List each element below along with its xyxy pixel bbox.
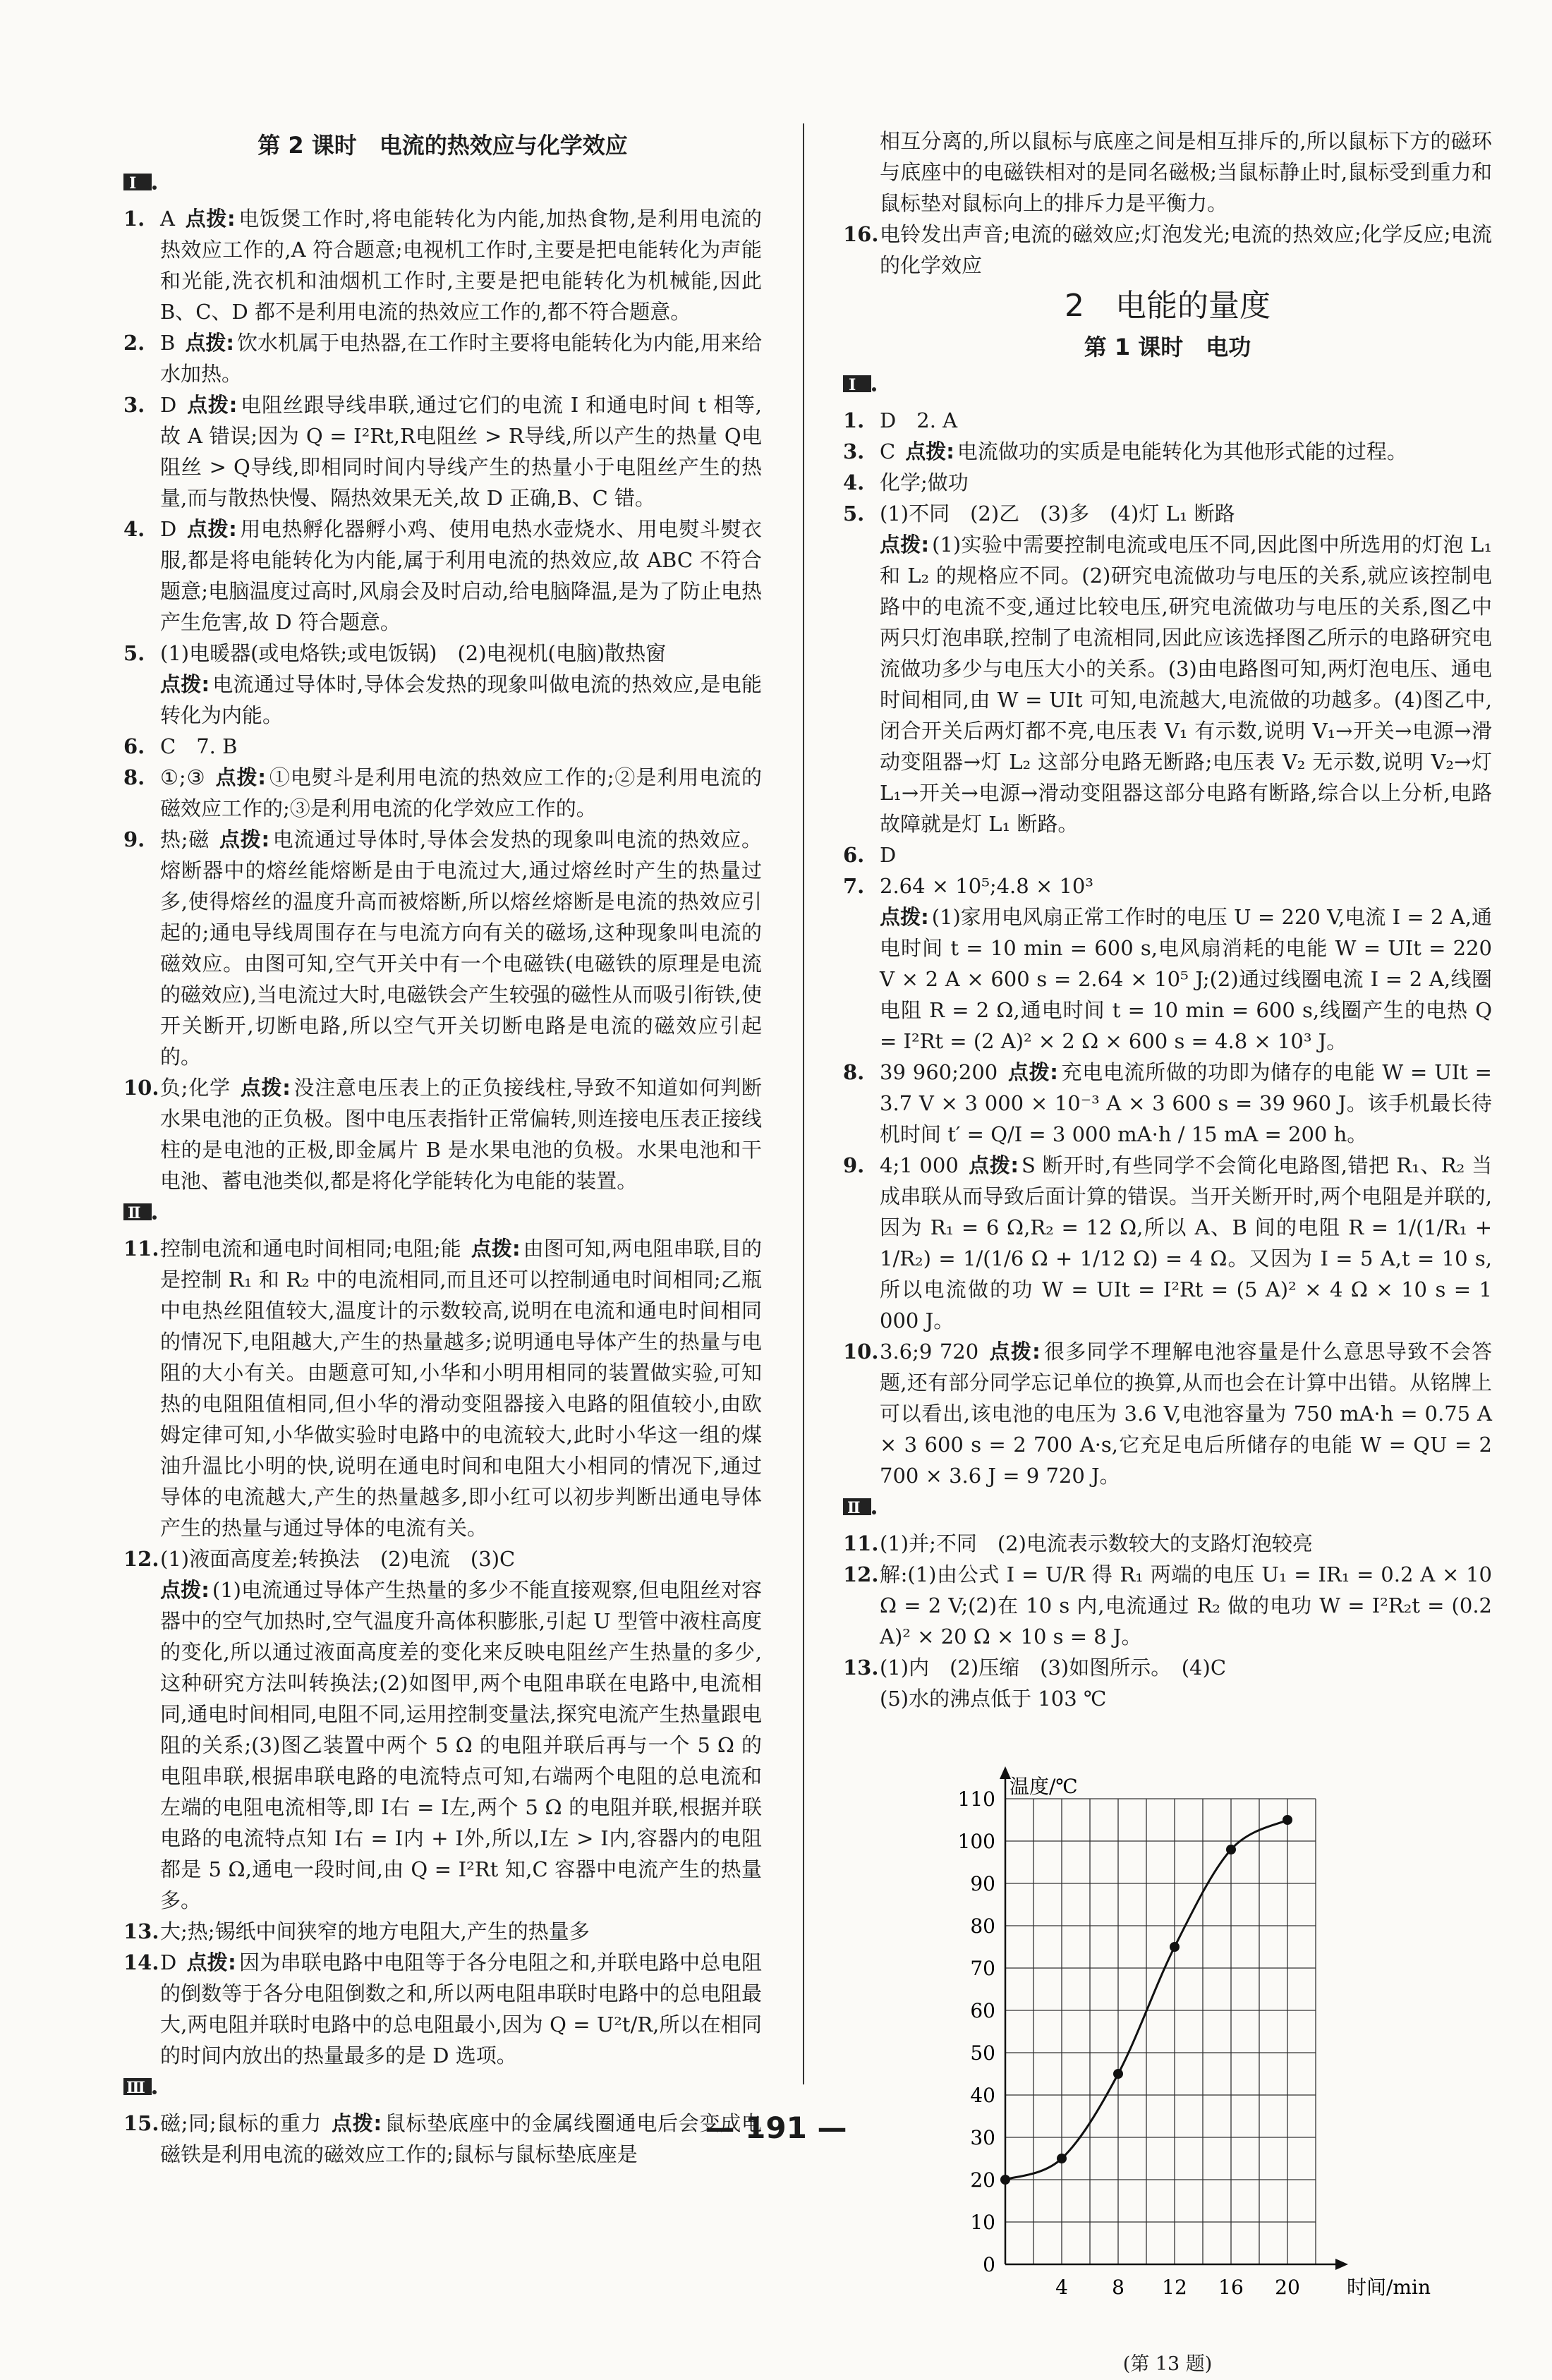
answer-item — [843, 839, 1492, 870]
answer-item — [843, 126, 1492, 219]
tip-label: 点拨: — [184, 207, 236, 231]
answer-value: C — [880, 439, 896, 463]
answer-number: 13. — [843, 1656, 879, 1680]
answer-item — [843, 1057, 1492, 1150]
answer-body — [880, 839, 1492, 870]
x-tick-label: 12 — [1162, 2276, 1187, 2299]
level-three-label: Ⅲ — [126, 2079, 145, 2096]
answer-number: 11. — [123, 1237, 159, 1261]
answer-item — [843, 498, 1492, 839]
answer-item — [843, 467, 1492, 498]
answer-value: (1)不同 (2)乙 (3)多 (4)灯 L₁ 断路 — [880, 502, 1235, 526]
answer-body — [160, 1072, 762, 1196]
answer-body — [880, 1652, 1492, 1714]
answer-value: ①;③ — [160, 765, 206, 789]
tip-label: 点拨: — [968, 1153, 1019, 1177]
answer-number: 4. — [123, 517, 145, 541]
answer-body — [160, 1543, 762, 1916]
answer-body — [880, 1559, 1492, 1652]
temperature-time-chart — [928, 1714, 1464, 2349]
tip-label: 点拨: — [186, 1950, 236, 1974]
answer-item — [123, 1947, 762, 2071]
answer-number: 2. — [123, 331, 145, 355]
answer-body — [160, 1947, 762, 2071]
answer-body — [880, 1150, 1492, 1336]
explanation-text: 电饭煲工作时,将电能转化为内能,加热食物,是利用电流的热效应工作的,A 符合题意;电视机工作时,主要是把电能转化为声能和光能,洗衣机和油烟机工作时,主要是把电能转化为机械能,因此 B、C、D 都不是利用电流的热效应工作的,都不符合题意。 — [160, 207, 762, 324]
answer-value: 控制电流和通电时间相同;电阻;能 — [160, 1237, 461, 1261]
answer-value: 4;1 000 — [880, 1153, 959, 1177]
answer-text: 电铃发出声音;电流的磁效应;灯泡发光;电流的热效应;化学反应;电流的化学效应 — [880, 222, 1492, 277]
data-point — [1170, 1942, 1180, 1952]
answer-body — [160, 824, 762, 1072]
y-tick-label: 20 — [970, 2168, 995, 2192]
answer-item — [123, 1916, 762, 1947]
answer-body — [880, 405, 1492, 436]
level-two-icon — [123, 1201, 157, 1222]
level-two-icon — [843, 1495, 877, 1517]
explanation-text: 很多同学不理解电池容量是什么意思导致不会答题,还有部分同学忘记单位的换算,从而也会在计算中出错。从铭牌上可以看出,该电池的电压为 3.6 V,电池容量为 750 mA·h = 0.75 A × 3 600 s = 2 700 A·s,它充足电后所储存的电能 W = QU = 2 700 × 3.6 J = 9 720 J。 — [880, 1340, 1492, 1488]
tip-label: 点拨: — [1007, 1060, 1058, 1084]
column-divider — [803, 123, 804, 2084]
tip-label: 点拨: — [880, 905, 929, 929]
level-one-label: Ⅰ — [849, 376, 856, 394]
answer-item — [843, 405, 1492, 436]
answer-item — [843, 1652, 1492, 1714]
answer-value: (1)液面高度差;转换法 (2)电流 (3)C — [160, 1547, 516, 1571]
answer-item — [123, 327, 762, 389]
chart-caption: (第 13 题) — [1122, 2353, 1213, 2375]
answer-value: 负;化学 — [160, 1076, 231, 1100]
explanation-text: ①电熨斗是利用电流的热效应工作的;②是利用电流的磁效应工作的;③是利用电流的化学效应工作的。 — [160, 765, 762, 820]
lesson-title: 第 2 课时 电流的热效应与化学效应 — [257, 132, 628, 159]
answer-item — [843, 219, 1492, 281]
x-tick-label: 16 — [1218, 2276, 1244, 2299]
answer-body — [160, 731, 762, 762]
tip-label: 点拨: — [905, 439, 954, 463]
explanation-text: (1)由公式 I = U/R 得 R₁ 两端的电压 U₁ = IR₁ = 0.2 A × 10 Ω = 2 V;(2)在 10 s 内,电流通过 R₂ 做的电功 W = I²R₂t = (0.2 A)² × 20 Ω × 10 s = 8 J。 — [880, 1562, 1492, 1649]
answer-item — [843, 1559, 1492, 1652]
answer-number: 13. — [123, 1919, 159, 1943]
answer-body — [160, 1233, 762, 1543]
answer-value: 39 960;200 — [880, 1060, 998, 1084]
answer-number: 6. — [843, 843, 865, 867]
explanation-text: 没注意电压表上的正负接线柱,导致不知道如何判断水果电池的正负极。图中电压表指针正常偏转,则连接电压表正接线柱的是电池的正极,即金属片 B 是水果电池的负极。水果电池和干电池、蓄电池类似,都是将化学能转化为电能的装置。 — [160, 1076, 762, 1193]
y-tick-label: 110 — [957, 1787, 995, 1811]
answer-number: 3. — [843, 439, 865, 463]
answer-item — [843, 1528, 1492, 1559]
answer-body — [160, 514, 762, 638]
explanation-text: (1)实验中需要控制电流或电压不同,因此图中所选用的灯泡 L₁ 和 L₂ 的规格应不同。(2)研究电流做功与电压的关系,就应该控制电路中的电流不变,通过比较电压,研究电流做功与电压的关系,图乙中两只灯泡串联,控制了电流相同,因此应该选择图乙所示的电路研究电流做功多少与电压大小的关系。(3)由电路图可知,两灯泡电压、通电时间相同,由 W = UIt 可知,电流越大,电流做的功越多。(4)图乙中,闭合开关后两灯都不亮,电压表 V₁ 有示数,说明 V₁→开关→电源→滑动变阻器→灯 L₂ 这部分电路无断路;电压表 V₂ 无示数,说明 V₂→灯 L₁→开关→电源→滑动变阻器这部分电路有断路,综合以上分析,电路故障就是灯 L₁ 断路。 — [880, 533, 1492, 836]
tip-label: 点拨: — [160, 1578, 210, 1602]
explanation-text: (5)水的沸点低于 103 ℃ — [880, 1687, 1107, 1711]
tip-label: 点拨: — [880, 533, 930, 557]
explanation-text: 因为串联电路中电阻等于各分电阻之和,并联电路中总电阻的倒数等于各分电阻倒数之和,所以两电阻串联时电路中的总电阻最大,两电阻并联时电路中的总电阻最小,因为 Q = U²t/R,所以在相同的时间内放出的热量最多的是 D 选项。 — [160, 1950, 762, 2068]
data-point — [1283, 1815, 1292, 1825]
y-axis-label: 温度/℃ — [1010, 1775, 1078, 1798]
answer-value: C 7. B — [160, 734, 238, 758]
tip-label: 点拨: — [219, 827, 270, 851]
explanation-text: 电阻丝跟导线串联,通过它们的电流 I 和通电时间 t 相等,故 A 错误;因为 Q = I²Rt,R电阻丝 > R导线,所以产生的热量 Q电阻丝 > Q导线,即相同时间内导线产生的热量小于电阻丝产生的热量,而与散热快慢、隔热效果无关,故 D 正确,B、C 错。 — [160, 393, 762, 510]
x-axis-arrow-icon — [1335, 2259, 1348, 2270]
answer-body — [160, 203, 762, 327]
answer-number: 16. — [843, 222, 879, 246]
answer-value: 化学;做功 — [880, 470, 969, 494]
answer-number: 1. — [123, 207, 145, 231]
answer-value: D — [880, 843, 897, 867]
y-tick-label: 50 — [970, 2041, 995, 2065]
y-tick-label: 60 — [970, 1999, 995, 2022]
y-tick-label: 30 — [970, 2126, 995, 2149]
tip-label: 点拨: — [240, 1076, 291, 1100]
answer-value: (1)并;不同 (2)电流表示数较大的支路灯泡较亮 — [880, 1531, 1313, 1555]
level-two-label: Ⅱ — [128, 1204, 141, 1222]
explanation-text: 用电热孵化器孵小鸡、使用电热水壶烧水、用电熨斗熨衣服,都是将电能转化为内能,属于利用电流的热效应,故 ABC 不符合题意;电脑温度过高时,风扇会及时启动,给电脑降温,是为了防止电热产生危害,故 D 符合题意。 — [160, 517, 762, 634]
answer-number: 11. — [843, 1531, 879, 1555]
answer-body — [160, 327, 762, 389]
answer-value: 2.64 × 10⁵;4.8 × 10³ — [880, 874, 1093, 898]
answer-item — [843, 436, 1492, 467]
answer-number: 14. — [123, 1950, 159, 1974]
answer-item — [123, 514, 762, 638]
answer-body — [880, 498, 1492, 839]
answer-body — [160, 638, 762, 731]
y-tick-label: 40 — [970, 2084, 995, 2107]
tip-label: 点拨: — [186, 393, 238, 417]
answer-value: D — [160, 1950, 177, 1974]
explanation-text: 电流做功的实质是电能转化为其他形式能的过程。 — [957, 439, 1407, 463]
answer-number: 3. — [123, 393, 145, 417]
tip-label: 点拨: — [471, 1237, 521, 1261]
tip-label: 点拨: — [988, 1340, 1041, 1364]
answer-value: D — [160, 517, 177, 541]
answer-number: 5. — [123, 641, 145, 665]
answer-item — [123, 824, 762, 1072]
explanation-text: 由图可知,两电阻串联,目的是控制 R₁ 和 R₂ 中的电流相同,而且还可以控制通电时间相同;乙瓶中电热丝阻值较大,温度计的示数较高,说明在电流和通电时间相同的情况下,电阻越大,产生的热量越多;说明通电导体产生的热量与电阻的大小有关。由题意可知,小华和小明用相同的装置做实验,可知热的电阻阻值相同,但小华的滑动变阻器接入电路的阻值较小,由欧姆定律可知,小华做实验时电路中的电流较大,此时小华这一组的煤油升温比小明的快,说明在通电时间和电阻大小相同的情况下,通过导体的电流越大,产生的热量越多,即小红可以初步判断出通电导体产生的热量与通过导体的电流有关。 — [160, 1237, 763, 1540]
answer-number: 10. — [843, 1340, 879, 1364]
section-title: 2 电能的量度 — [1065, 288, 1271, 324]
answer-value: 解: — [880, 1562, 908, 1586]
explanation-text: (1)电流通过导体产生热量的多少不能直接观察,但电阻丝对容器中的空气加热时,空气温度升高体积膨胀,引起 U 型管中液柱高度的变化,所以通过液面高度差的变化来反映电阻丝产生热量的多少,这种研究方法叫转换法;(2)如图甲,两个电阻串联在电路中,电流相同,通电时间相同,电阻不同,运用控制变量法,探究电流产生热量跟电阻的关系;(3)图乙装置中两个 5 Ω 的电阻并联后再与一个 5 Ω 的电阻串联,根据串联电路的电流特点可知,右端两个电阻的总电流和左端的电阻电流相等,即 I右 = I左,两个 5 Ω 的电阻并联,根据并联电路的电流特点知 I右 = I内 + I外,所以,I左 > I内,容器内的电阻都是 5 Ω,通电一段时间,由 Q = I²Rt 知,C 容器中电流产生的热量多。 — [160, 1578, 762, 1912]
answer-value: 磁;同;鼠标的重力 — [160, 2111, 322, 2135]
data-point — [1000, 2175, 1010, 2185]
left-column — [123, 126, 762, 2170]
answer-number: 12. — [843, 1562, 879, 1586]
level-one-label: Ⅰ — [129, 174, 137, 192]
answer-number: 9. — [123, 827, 145, 851]
answer-body — [160, 762, 762, 824]
answer-item — [843, 1336, 1492, 1491]
x-tick-label: 4 — [1055, 2276, 1068, 2299]
data-point — [1113, 2069, 1123, 2079]
y-tick-label: 70 — [970, 1957, 995, 1980]
explanation-text: (1)家用电风扇正常工作时的电压 U = 220 V,电流 I = 2 A,通电时间 t = 10 min = 600 s,电风扇消耗的电能 W = UIt = 220 V × 2 A × 600 s = 2.64 × 10⁵ J;(2)通过线圈电流 I = 2 A,线圈电阻 R = 2 Ω,通电时间 t = 10 min = 600 s,线圈产生的电热 Q = I²Rt = (2 A)² × 2 Ω × 600 s = 4.8 × 10³ J。 — [880, 905, 1492, 1053]
explanation-text: 鼠标垫底座中的金属线圈通电后会变成电磁铁是利用电流的磁效应工作的;鼠标与鼠标垫底座是 — [160, 2111, 762, 2166]
answer-number: 6. — [123, 734, 145, 758]
answer-item — [123, 638, 762, 731]
answer-value: 热;磁 — [160, 827, 210, 851]
explanation-text: 电流通过导体时,导体会发热的现象叫电流的热效应。熔断器中的熔丝能熔断是由于电流过大,通过熔丝时产生的热量过多,使得熔丝的温度升高而被熔断,所以熔丝熔断是电流的热效应引起的;通电导线周围存在与电流方向有关的磁场,这种现象叫电流的磁效应。由图可知,空气开关中有一个电磁铁(电磁铁的原理是电流的磁效应),当电流过大时,电磁铁会产生较强的磁性从而吸引衔铁,使开关断开,切断电路,所以空气开关切断电路是电流的磁效应引起的。 — [160, 827, 762, 1069]
answer-body — [880, 1336, 1492, 1491]
explanation-text: S 断开时,有些同学不会简化电路图,错把 R₁、R₂ 当成串联从而导致后面计算的错误。当开关断开时,两个电阻是并联的,因为 R₁ = 6 Ω,R₂ = 12 Ω,所以 A、B 间的电阻 R = 1/(1/R₁ + 1/R₂) = 1/(1/6 Ω + 1/12 Ω) = 4 Ω。又因为 I = 5 A,t = 10 s,所以电流做的功 W = UIt = I²Rt = (5 A)² × 4 Ω × 10 s = 1 000 J。 — [880, 1153, 1492, 1332]
answer-item — [123, 731, 762, 762]
answer-value: D 2. A — [880, 408, 958, 432]
answer-body — [160, 1916, 762, 1947]
answer-value: 大;热;锡纸中间狭窄的地方电阻大,产生的热量多 — [160, 1919, 590, 1943]
page-number: — 191 — — [705, 2111, 847, 2145]
answer-item — [123, 389, 762, 514]
data-point — [1226, 1845, 1236, 1854]
answer-body — [880, 436, 1492, 467]
answer-number: 5. — [843, 502, 865, 526]
answer-item — [123, 203, 762, 327]
answer-body — [880, 1528, 1492, 1559]
y-tick-label: 100 — [957, 1830, 995, 1853]
answer-item — [123, 1233, 762, 1543]
y-tick-label: 90 — [970, 1872, 995, 1895]
y-tick-label: 0 — [983, 2253, 995, 2276]
answer-number: 12. — [123, 1547, 159, 1571]
tip-label: 点拨: — [215, 765, 266, 789]
answer-number: 1. — [843, 408, 865, 432]
answer-body — [880, 870, 1492, 1057]
x-tick-label: 8 — [1112, 2276, 1124, 2299]
level-three-icon — [123, 2075, 157, 2096]
answer-number: 15. — [123, 2111, 159, 2135]
answer-value: 3.6;9 720 — [880, 1340, 979, 1364]
level-one-icon — [843, 372, 877, 394]
explanation-text: 充电电流所做的功即为储存的电能 W = UIt = 3.7 V × 3 000 × 10⁻³ A × 3 600 s = 39 960 J。该手机最长待机时间 t′ = Q/I = 3 000 mA·h / 15 mA = 200 h。 — [880, 1060, 1492, 1146]
answer-number: 8. — [123, 765, 145, 789]
answer-number: 9. — [843, 1153, 865, 1177]
answer-number: 10. — [123, 1076, 159, 1100]
answer-number: 8. — [843, 1060, 865, 1084]
answer-body — [160, 389, 762, 514]
answer-value: B — [160, 331, 176, 355]
tip-label: 点拨: — [186, 517, 237, 541]
tip-label: 点拨: — [332, 2111, 382, 2135]
explanation-text: 饮水机属于电热器,在工作时主要将电能转化为内能,用来给水加热。 — [160, 331, 762, 386]
level-two-label: Ⅱ — [847, 1499, 861, 1517]
data-point — [1057, 2154, 1067, 2163]
tip-label: 点拨: — [185, 331, 234, 355]
answer-body — [880, 1057, 1492, 1150]
chart-svg — [928, 1714, 1464, 2321]
lesson-title: 第 1 课时 电功 — [1084, 334, 1251, 360]
x-axis-label: 时间/min — [1347, 2276, 1431, 2299]
answer-number: 7. — [843, 874, 865, 898]
y-tick-label: 10 — [970, 2211, 995, 2234]
answer-item — [843, 1150, 1492, 1336]
answer-value: A — [160, 207, 175, 231]
right-column — [843, 126, 1492, 2380]
answer-item — [123, 1543, 762, 1916]
answer-item — [843, 870, 1492, 1057]
answer-value: (1)内 (2)压缩 (3)如图所示。 (4)C — [880, 1656, 1227, 1680]
tip-label: 点拨: — [160, 672, 210, 696]
answer-15-continued: 相互分离的,所以鼠标与底座之间是相互排斥的,所以鼠标下方的磁环与底座中的电磁铁相对的是同名磁极;当鼠标静止时,鼠标受到重力和鼠标垫对鼠标向上的排斥力是平衡力。 — [880, 129, 1492, 215]
explanation-text: 电流通过导体时,导体会发热的现象叫做电流的热效应,是电能转化为内能。 — [160, 672, 762, 727]
x-tick-label: 20 — [1275, 2276, 1300, 2299]
y-tick-label: 80 — [970, 1914, 995, 1938]
answer-item — [123, 1072, 762, 1196]
level-one-icon — [123, 171, 157, 192]
answer-item — [123, 762, 762, 824]
answer-body — [880, 467, 1492, 498]
answer-value: (1)电暖器(或电烙铁;或电饭锅) (2)电视机(电脑)散热窗 — [160, 641, 667, 665]
answer-number: 4. — [843, 470, 865, 494]
answer-value: D — [160, 393, 177, 417]
